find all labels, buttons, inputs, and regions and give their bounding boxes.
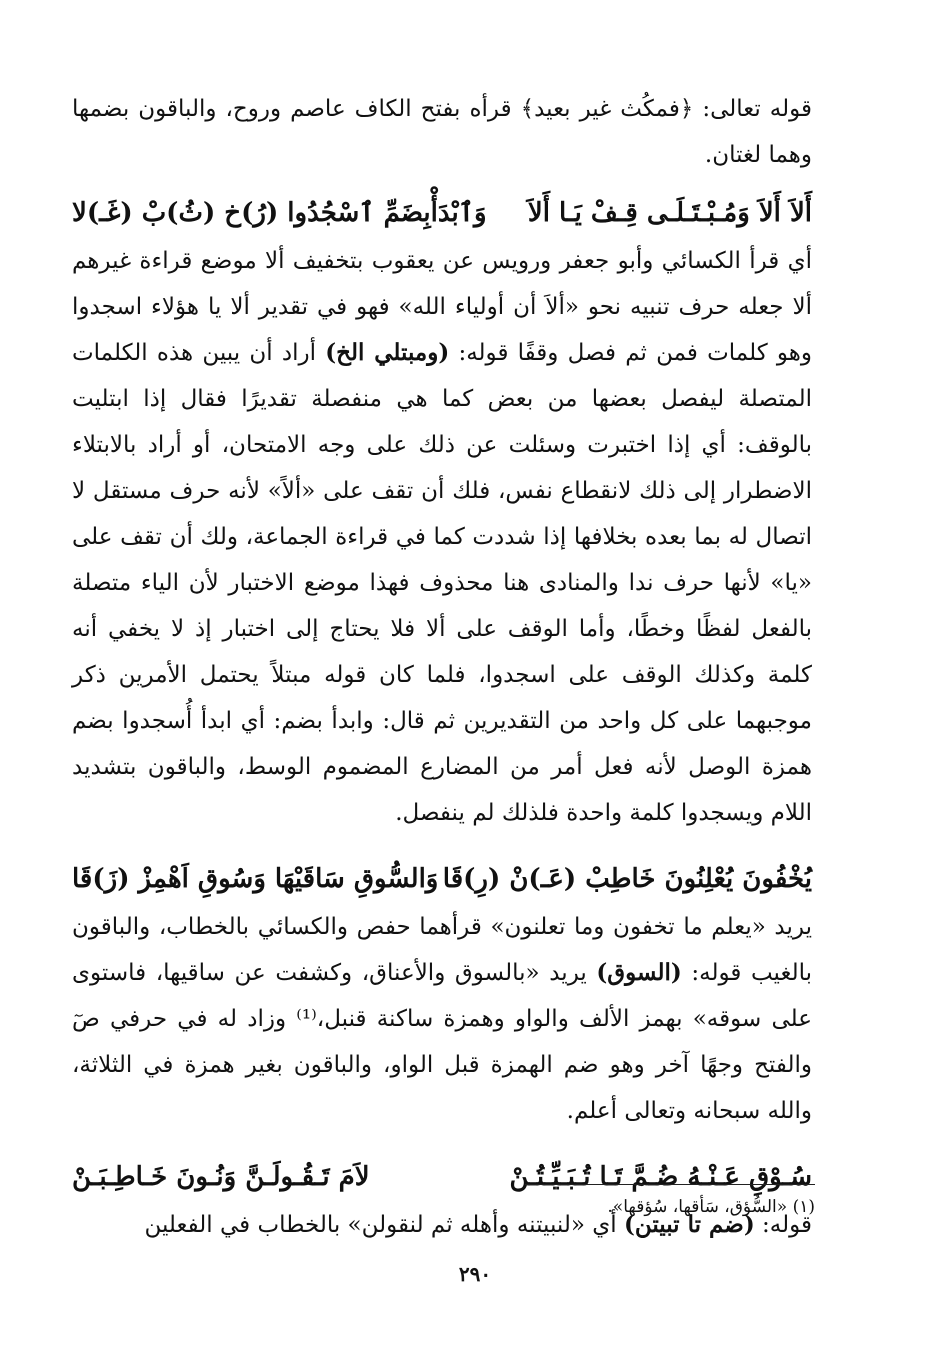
paragraph-2-lead: أي قرأ الكسائي وأبو جعفر ورويس عن يعقوب بتخفيف ألا موضع قراءة غيرهم ألا جعله حرف تنبيه نحو «ألاَ أن أولياء الله» فهو في تقدير ألا يا هؤلاء اسجدوا وهو كلمات فمن ثم فصل وقفًا قوله: xyxy=(72,248,812,366)
verse-1-left-hemistich: وَٱبْدَأْبِضَمِّ ٱسْجُدُوا (رُ)خ (ثُ)بْ (غَـ)لا xyxy=(72,198,487,228)
paragraph-1 xyxy=(72,86,812,178)
paragraph-4-lead: قوله: xyxy=(754,1212,812,1238)
verse-3-left-hemistich: لاَمَ تَـقُـولَـنَّ وَنُـونَ خَـاطِـبَـنْ xyxy=(72,1162,370,1192)
verse-3-right-hemistich: سُـوْقِ عَـنْـهُ ضُـمَّ تَـا تُـبَـيِّـتُـنْ xyxy=(509,1162,812,1192)
paragraph-3-rest: يريد «بالسوق والأعناق، وكشفت عن ساقيها، فاستوى على سوقه» بهمز الألف والواو وهمزة ساكنة قنبل،⁽¹⁾ وزاد له في حرفي صٓ والفتح وجهًا آخر وهو ضم الهمزة قبل الواو، والباقون بغير همزة في الثلاثة، والله سبحانه وتعالى أعلم. xyxy=(72,960,813,1124)
spacer xyxy=(72,1134,812,1142)
verse-2-left-hemistich: وَالسُّوقِ سَاقَيْهَا وَسُوقِ اَهْمِزْ (زَ)قَا xyxy=(72,864,439,894)
verse-line-1 xyxy=(72,188,812,238)
paragraph-2-bold-term: (ومبتلي الخ) xyxy=(325,339,450,366)
footnote: (١) «السُّؤق، سَأقها، سُؤقها». xyxy=(607,1197,815,1217)
paragraph-4-bold-term: (ضم تا تبيتن) xyxy=(623,1211,755,1238)
page-number: ٢٩٠ xyxy=(458,1262,492,1286)
footnote-divider xyxy=(525,1184,815,1185)
paragraph-2-rest: أراد أن يبين هذه الكلمات المتصلة ليفصل بعضها من بعض كما هي منفصلة تقديرًا فقال إذا ابتليت بالوقف: أي إذا اختبرت وسئلت عن ذلك على وجه الامتحان، أو أراد بالابتلاء الاضطرار إلى ذلك لانقطاع نفس، فلك أن تقف على «ألاً» لأنه حرف مستقل لا اتصال له بما بعده بخلافها إذا شددت كما في قراءة الجماعة، ولك أن تقف على «يا» لأنها حرف ندا والمنادى هنا محذوف فهذا موضع الاختبار لأن الياء متصلة بالفعل لفظًا وخطًا، وأما الوقف على ألا فلا يحتاج إلى اختبار إذ لا يخفي أنه كلمة وكذلك الوقف على اسجدوا، فلما كان قوله مبتلاً يحتمل الأمرين ذكر موجبهما على كل واحد من التقديرين ثم قال: وابدأ بضم: أي ابدأ أُسجدوا بضم همزة الوصل لأنه فعل أمر من المضارع المضموم الوسط، والباقون بتشديد اللام ويسجدوا كلمة واحدة فلذلك لم ينفصل. xyxy=(72,340,812,826)
paragraph-1-text: قوله تعالى: ﴿فمكُث غير بعيد﴾ قرأه بفتح الكاف عاصم وروح، والباقون بضمها وهما لغتان. xyxy=(72,96,812,168)
verse-2-right-hemistich: يُخْفُونَ يُعْلِنُونَ خَاطِبْ (عَـ)نْ (رِ)قَا xyxy=(442,864,812,894)
verse-line-2 xyxy=(72,854,812,904)
page-body xyxy=(72,86,812,1248)
paragraph-3 xyxy=(72,904,812,1134)
paragraph-2 xyxy=(72,238,812,836)
paragraph-3-lead: يريد «يعلم ما تخفون وما تعلنون» قرأهما حفص والكسائي بالخطاب، والباقون بالغيب قوله: xyxy=(72,914,813,986)
paragraph-3-bold-term: (السوق) xyxy=(596,959,682,986)
spacer xyxy=(72,836,812,844)
verse-1-right-hemistich: أَلاَ أَلاَ وَمُـبْـتَـلَـى قِـفْ يَـا أَلاَ xyxy=(527,198,812,228)
paragraph-4-rest: أي «لنبيتنه وأهله ثم لنقولن» بالخطاب في الفعلين xyxy=(144,1212,624,1238)
